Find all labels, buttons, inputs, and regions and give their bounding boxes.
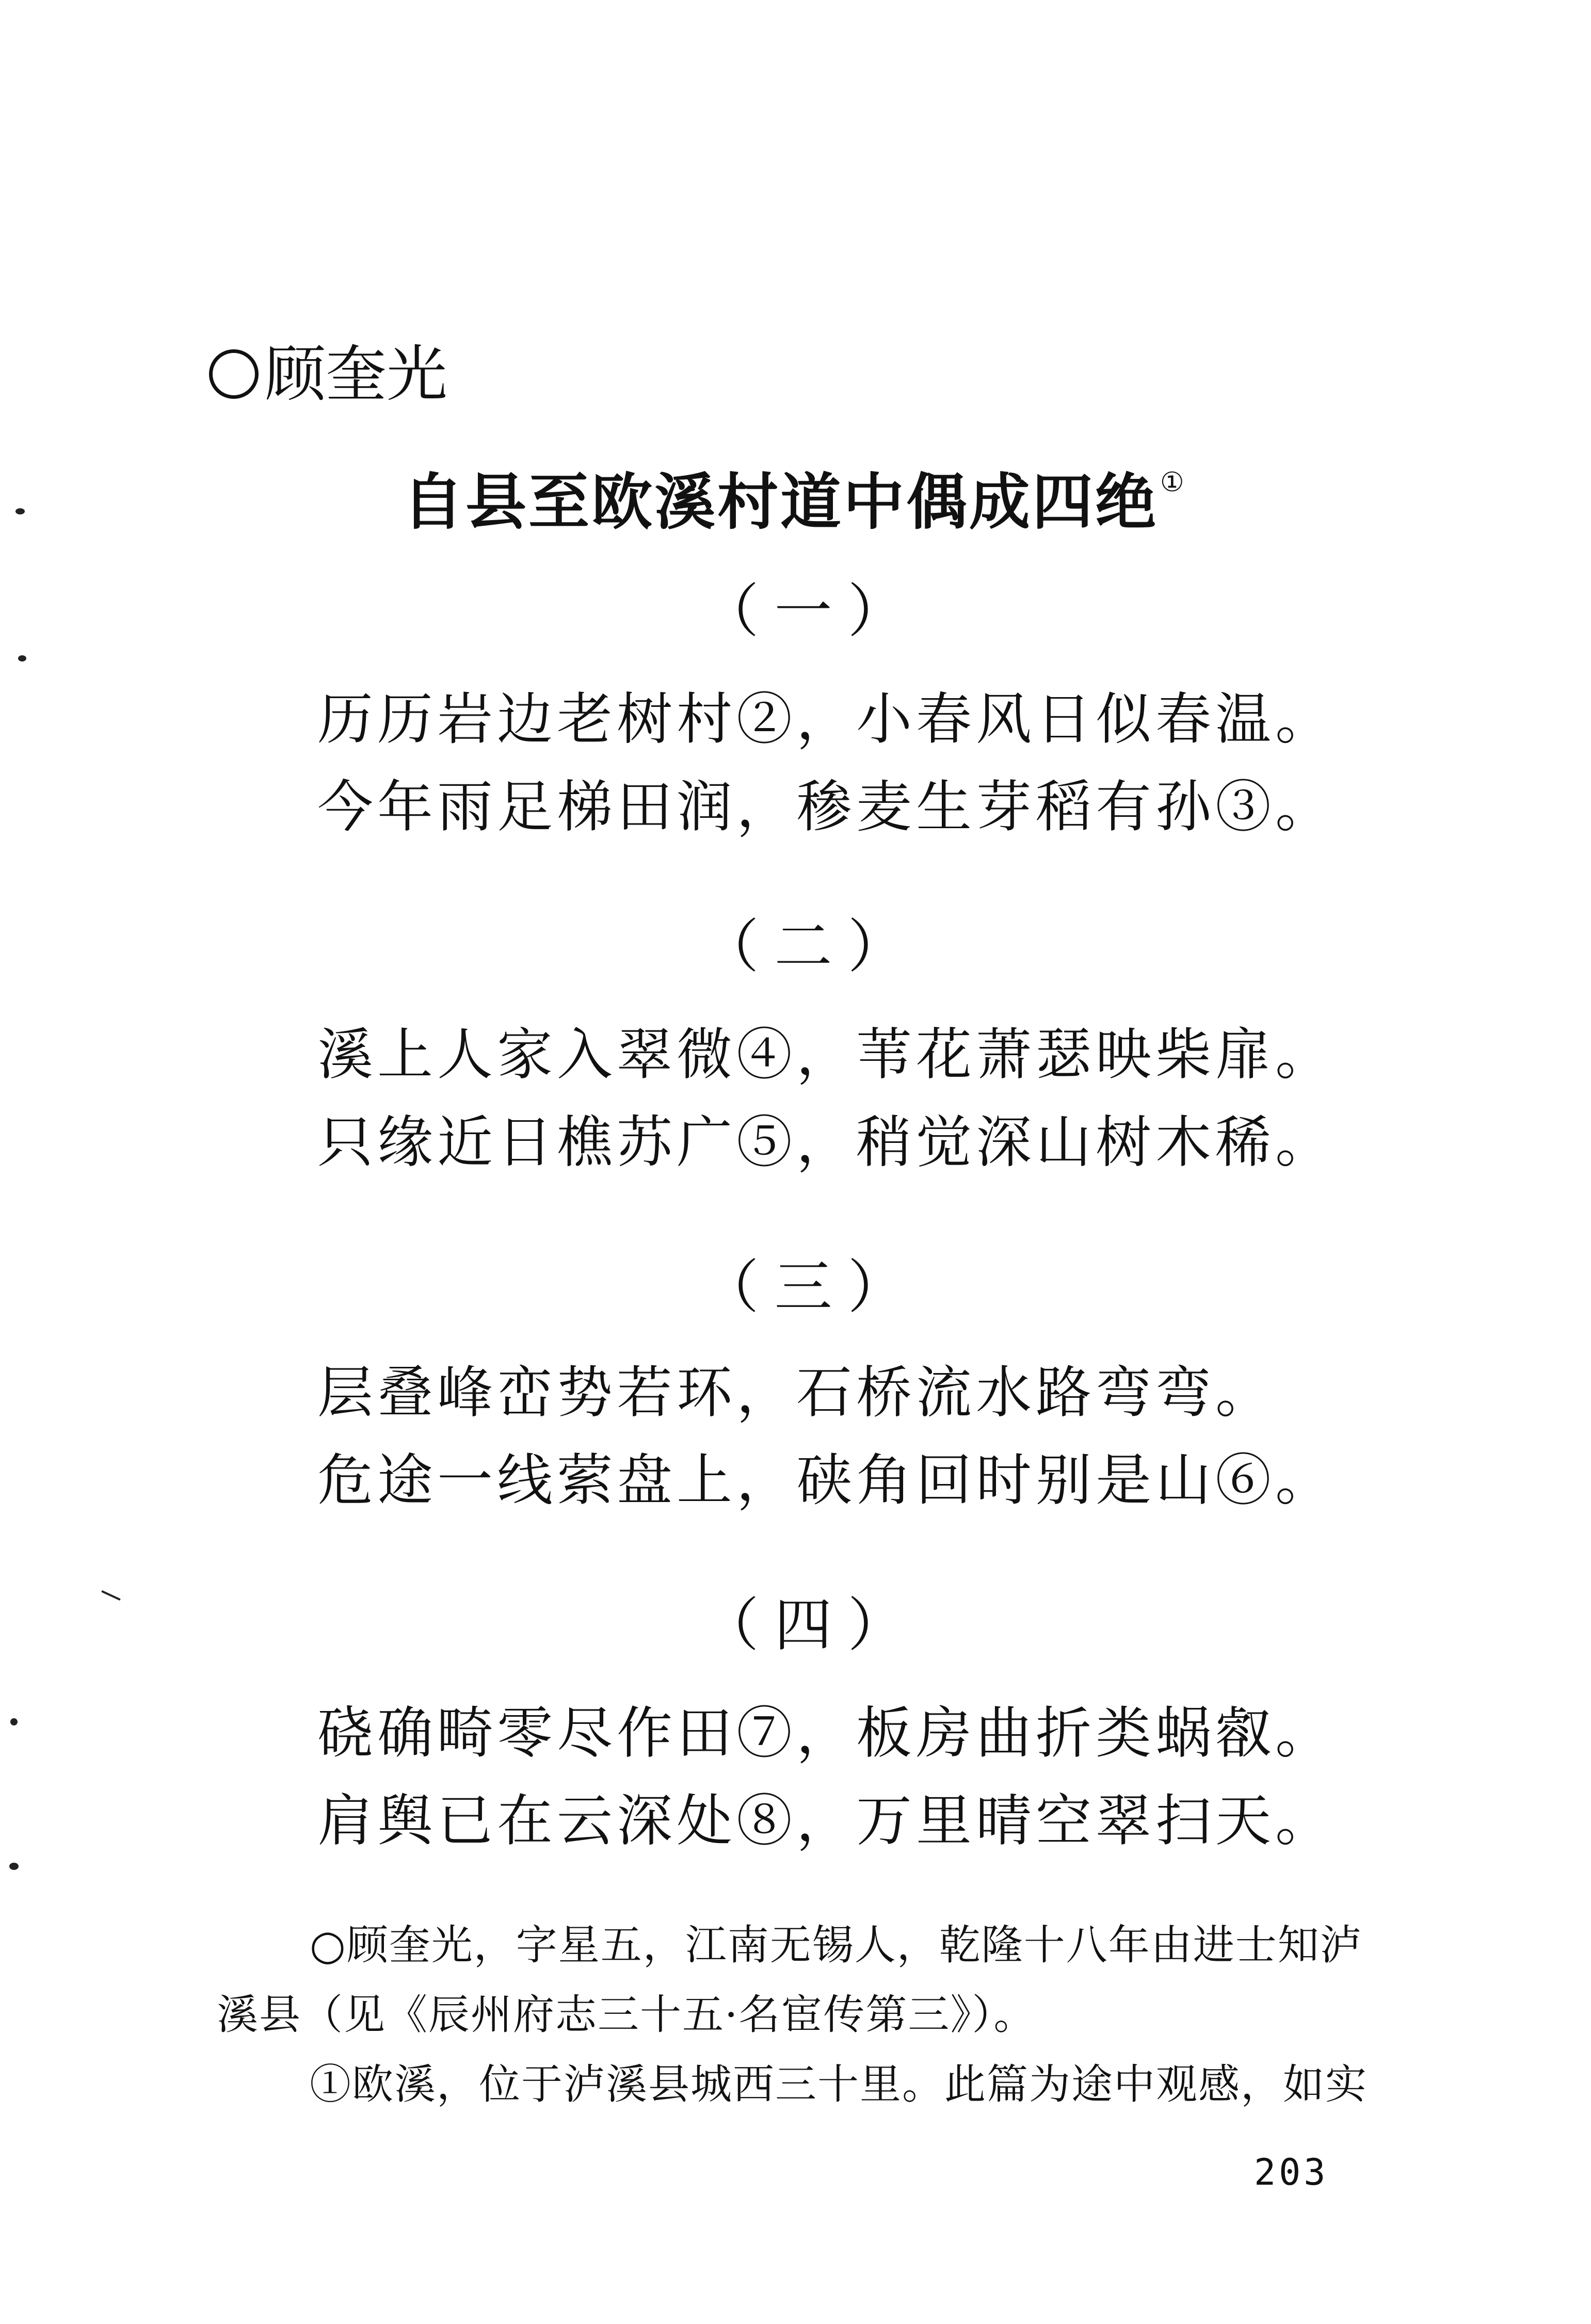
- verse-line-1-2: 今年雨足梯田润，䅟麦生芽稻有孙③。: [317, 775, 1336, 840]
- verse-line-2-1: 溪上人家入翠微④，苇花萧瑟映柴扉。: [317, 1023, 1336, 1087]
- scan-speck: [18, 655, 26, 661]
- scan-speck: [10, 1718, 18, 1725]
- poem-title-text: 自县至欧溪村道中偶成四绝: [403, 466, 1159, 538]
- verse-line-3-2: 危途一线萦盘上，硖角回时别是山⑥。: [317, 1448, 1336, 1513]
- author-heading: [209, 335, 447, 413]
- circle-marker-icon: [209, 349, 259, 399]
- section-number-3: （三）: [701, 1254, 921, 1321]
- verse-line-4-2: 肩舆已在云深处⑧，万里晴空翠扫天。: [317, 1789, 1336, 1853]
- scan-speck: [15, 508, 25, 514]
- verse-line-2-2: 只缘近日樵苏广⑤，稍觉深山树木稀。: [317, 1110, 1336, 1175]
- note-line-3: ①欧溪，位于泸溪县城西三十里。此篇为途中观感，如实: [310, 2060, 1368, 2108]
- section-number-2: （二）: [701, 913, 921, 980]
- page-number: 203: [1254, 2151, 1329, 2193]
- title-footnote-mark: ①: [1160, 467, 1186, 498]
- verse-line-4-1: 硗确畸零尽作田⑦，板房曲折类蜗㕡。: [317, 1701, 1336, 1766]
- note-line-1: ○顾奎光，字星五，江南无锡人，乾隆十八年由进士知泸: [310, 1921, 1362, 1969]
- note-line-2: 溪县（见《辰州府志三十五·名宦传第三》）。: [217, 1991, 1036, 2039]
- verse-line-3-1: 层叠峰峦势若环，石桥流水路弯弯。: [317, 1361, 1276, 1425]
- scan-speck: [9, 1863, 19, 1870]
- verse-line-1-1: 历历岩边老树村②，小春风日似春温。: [317, 687, 1336, 752]
- author-name: 顾奎光: [265, 338, 448, 410]
- section-number-4: （四）: [701, 1592, 921, 1659]
- poem-title: [403, 444, 1186, 541]
- section-number-1: （一）: [701, 578, 921, 645]
